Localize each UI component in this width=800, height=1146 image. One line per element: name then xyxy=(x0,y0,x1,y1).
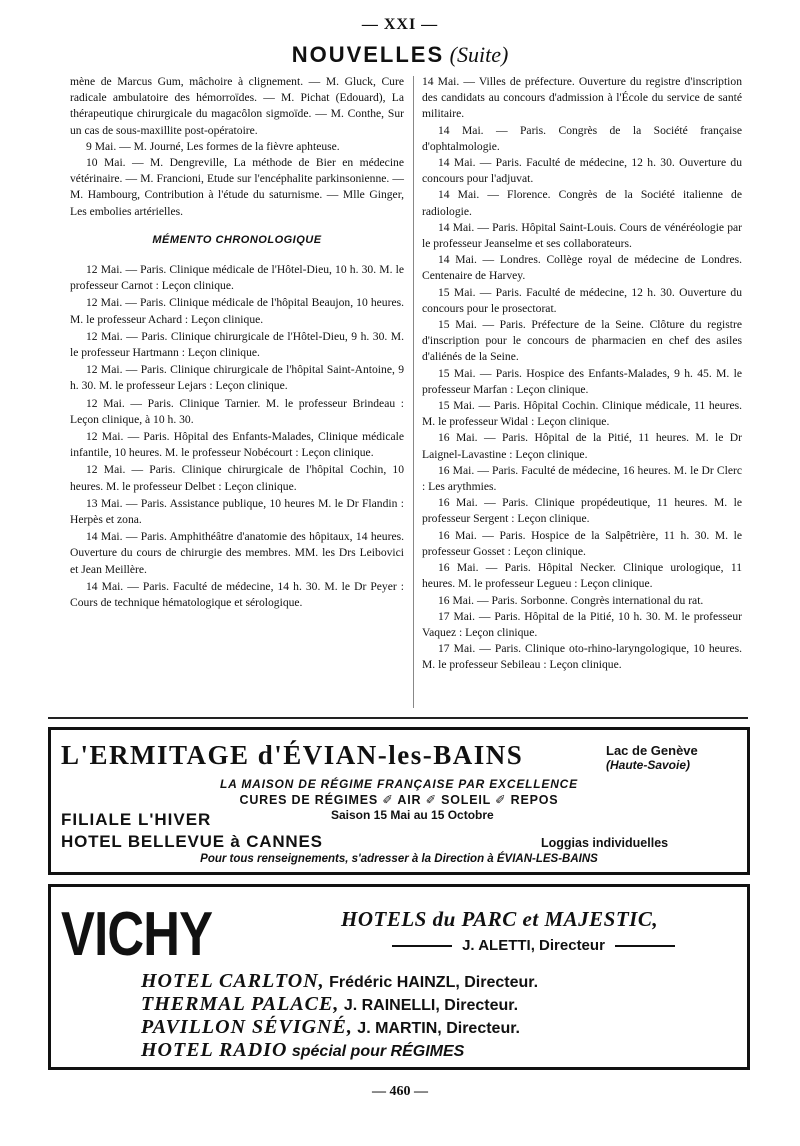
page-title xyxy=(0,42,800,68)
page-number-bottom: — 460 — xyxy=(372,1084,428,1099)
hotel-director: J. RAINELLI, Directeur. xyxy=(343,997,519,1014)
intro-paragraph: 9 Mai. — M. Journé, Les formes de la fièvre aphteuse. xyxy=(86,139,340,153)
hotel-director: J. MARTIN, Directeur. xyxy=(357,1020,520,1037)
vichy-hotel-line xyxy=(141,993,518,1016)
ermitage-bellevue: HOTEL BELLEVUE à CANNES xyxy=(61,832,323,851)
memento-entry: 14 Mai. — Florence. Congrès de la Société italienne de radiologie. xyxy=(422,188,742,218)
memento-entry: 16 Mai. — Paris. Sorbonne. Congrès international du rat. xyxy=(438,593,704,607)
memento-entry: 15 Mai. — Paris. Faculté de médecine, 12 h. 30. Ouverture du concours pour le prosectorat. xyxy=(422,285,742,315)
memento-entry: 12 Mai. — Paris. Clinique chirurgicale de l'Hôtel-Dieu, 9 h. 30. M. le professeur Hartmann : Leçon clinique. xyxy=(70,329,404,360)
dash-decoration xyxy=(615,945,675,947)
aletti-director: J. ALETTI, Directeur xyxy=(462,937,605,954)
vichy-advertisement xyxy=(48,884,750,1070)
hotel-name: THERMAL PALACE, xyxy=(141,993,340,1015)
ermitage-cures: CURES DE RÉGIMES ✐ AIR ✐ SOLEIL ✐ REPOS xyxy=(239,793,559,807)
memento-entry: 14 Mai. — Paris. Hôpital Saint-Louis. Cours de vénéréologie par le professeur Jeanselme et ses collaborateurs. xyxy=(422,220,742,251)
column-divider xyxy=(413,76,414,708)
page-number-top: — XXI — xyxy=(361,16,439,33)
ermitage-advertisement xyxy=(48,727,750,875)
memento-entry: 15 Mai. — Paris. Hospice des Enfants-Malades, 9 h. 45. M. le professeur Marfan : Leçon clinique. xyxy=(422,366,742,396)
vichy-parc-hotels: HOTELS du PARC et MAJESTIC, xyxy=(341,907,659,931)
hotel-name: HOTEL CARLTON, xyxy=(141,970,325,992)
memento-entry: 15 Mai. — Paris. Hôpital Cochin. Clinique médicale, 11 heures. M. le professeur Widal : Leçon clinique. xyxy=(422,399,742,429)
lac-label: Lac de Genève xyxy=(606,743,698,758)
ermitage-loggias: Loggias individuelles xyxy=(541,836,669,850)
section-title: NOUVELLES xyxy=(291,42,445,67)
memento-entry: 14 Mai. — Paris. Faculté de médecine, 14 h. 30. M. le Dr Peyer : Cours de technique hématologique et sérologique. xyxy=(70,579,404,610)
memento-entry: 16 Mai. — Paris. Hospice de la Salpêtrière, 11 h. 30. M. le professeur Gosset : Leçon clinique. xyxy=(422,528,742,558)
ermitage-contact: Pour tous renseignements, s'adresser à la Direction à ÉVIAN-LES-BAINS xyxy=(200,853,598,865)
memento-entry: 13 Mai. — Paris. Assistance publique, 10 heures M. le Dr Flandin : Herpès et zona. xyxy=(70,496,404,527)
ermitage-filiale: FILIALE L'HIVER xyxy=(61,810,212,829)
memento-entry: 15 Mai. — Paris. Préfecture de la Seine. Clôture du registre d'inscription pour le concours de pharmacien en chef des asiles d'aliénés de la Seine. xyxy=(422,318,742,364)
memento-entry: 14 Mai. — Paris. Amphithéâtre d'anatomie des hôpitaux, 14 heures. Ouverture du cours de chirurgie des membres. MM. les Drs Leibovici et Jean Meillère. xyxy=(70,530,404,576)
memento-heading: MÉMENTO CHRONOLOGIQUE xyxy=(152,233,322,246)
memento-entry: 14 Mai. — Londres. Collège royal de médecine de Londres. Centenaire de Harvey. xyxy=(422,253,742,283)
memento-entry: 12 Mai. — Paris. Clinique chirurgicale de l'hôpital Saint-Antoine, 9 h. 30. M. le professeur Lejars : Leçon clinique. xyxy=(70,363,404,393)
memento-entry: 12 Mai. — Paris. Hôpital des Enfants-Malades, Clinique médicale infantile, 10 heures. M. le professeur Nobécourt : Leçon clinique. xyxy=(70,430,404,460)
ermitage-tagline: LA MAISON DE RÉGIME FRANÇAISE PAR EXCELLENCE xyxy=(220,777,578,791)
intro-paragraph: 10 Mai. — M. Dengreville, La méthode de Bier en médecine vétérinaire. — M. Francioni, Etude sur l'encéphalite parkinsonienne. — M. Hambourg, Contribution à l'étude du saturnisme. — Mlle Ginger, Les embolies artérielles. xyxy=(70,156,404,218)
memento-entry: 12 Mai. — Paris. Clinique médicale de l'hôpital Beaujon, 10 heures. M. le professeur Achard : Leçon clinique. xyxy=(70,296,404,326)
vichy-aletti xyxy=(341,937,726,954)
memento-entry: 17 Mai. — Paris. Hôpital de la Pitié, 10 h. 30. M. le professeur Vaquez : Leçon clinique. xyxy=(422,609,742,639)
memento-entry: 16 Mai. — Paris. Clinique propédeutique, 11 heures. M. le professeur Sergent : Leçon clinique. xyxy=(422,496,742,526)
memento-entry: 14 Mai. — Villes de préfecture. Ouverture du registre d'inscription des candidats au concours d'admission à l'École du service de santé militaire. xyxy=(422,75,742,121)
hotel-name: HOTEL RADIO xyxy=(141,1039,288,1061)
left-column xyxy=(70,74,404,611)
memento-entry: 12 Mai. — Paris. Clinique médicale de l'Hôtel-Dieu, 10 h. 30. M. le professeur Carnot : Leçon clinique. xyxy=(70,263,404,293)
hotel-director: Frédéric HAINZL, Directeur. xyxy=(329,974,539,991)
memento-entry: 17 Mai. — Paris. Clinique oto-rhino-laryngologique, 10 heures. M. le professeur Sebileau : Leçon clinique. xyxy=(422,642,742,672)
right-column xyxy=(422,74,742,674)
ermitage-location xyxy=(606,744,698,772)
memento-entry: 14 Mai. — Paris. Faculté de médecine, 12 h. 30. Ouverture du concours pour l'adjuvat. xyxy=(422,156,742,186)
vichy-hotel-line xyxy=(141,1016,520,1039)
hotel-name: PAVILLON SÉVIGNÉ, xyxy=(141,1016,353,1038)
memento-entry: 12 Mai. — Paris. Clinique Tarnier. M. le professeur Brindeau : Leçon clinique, à 10 h. 30. xyxy=(70,396,404,426)
vichy-hotel-line xyxy=(141,970,538,993)
intro-paragraph: mène de Marcus Gum, mâchoire à clignement. — M. Gluck, Cure radicale ambulatoire des hémorroïdes. — M. Pichat (Edouard), La thérapeutique chirurgicale du magacôlon sigmoïde. — M. Conthe, Sur un cas de sous-maxillite post-opératoire. xyxy=(70,75,404,137)
section-title-suffix: (Suite) xyxy=(449,42,509,67)
memento-entry: 16 Mai. — Paris. Hôpital Necker. Clinique urologique, 11 heures. M. le professeur Legueu : Leçon clinique. xyxy=(422,561,742,591)
memento-entry: 16 Mai. — Paris. Faculté de médecine, 16 heures. M. le Dr Clerc : Les arythmies. xyxy=(422,463,742,494)
section-divider xyxy=(48,717,748,719)
dash-decoration xyxy=(392,945,452,947)
vichy-title: VICHY xyxy=(61,900,213,969)
memento-entry: 12 Mai. — Paris. Clinique chirurgicale de l'hôpital Cochin, 10 heures. M. le professeur Delbet : Leçon clinique. xyxy=(70,463,404,493)
region-label: (Haute-Savoie) xyxy=(606,758,691,772)
memento-entry: 14 Mai. — Paris. Congrès de la Société française d'ophtalmologie. xyxy=(422,123,742,153)
vichy-hotel-line xyxy=(141,1039,464,1062)
ermitage-title: L'ERMITAGE d'ÉVIAN-les-BAINS xyxy=(61,740,524,770)
ermitage-saison: Saison 15 Mai au 15 Octobre xyxy=(331,808,494,822)
hotel-director: spécial pour RÉGIMES xyxy=(291,1043,465,1060)
memento-entry: 16 Mai. — Paris. Hôpital de la Pitié, 11 heures. M. le Dr Laignel-Lavastine : Leçon clinique. xyxy=(422,431,742,461)
